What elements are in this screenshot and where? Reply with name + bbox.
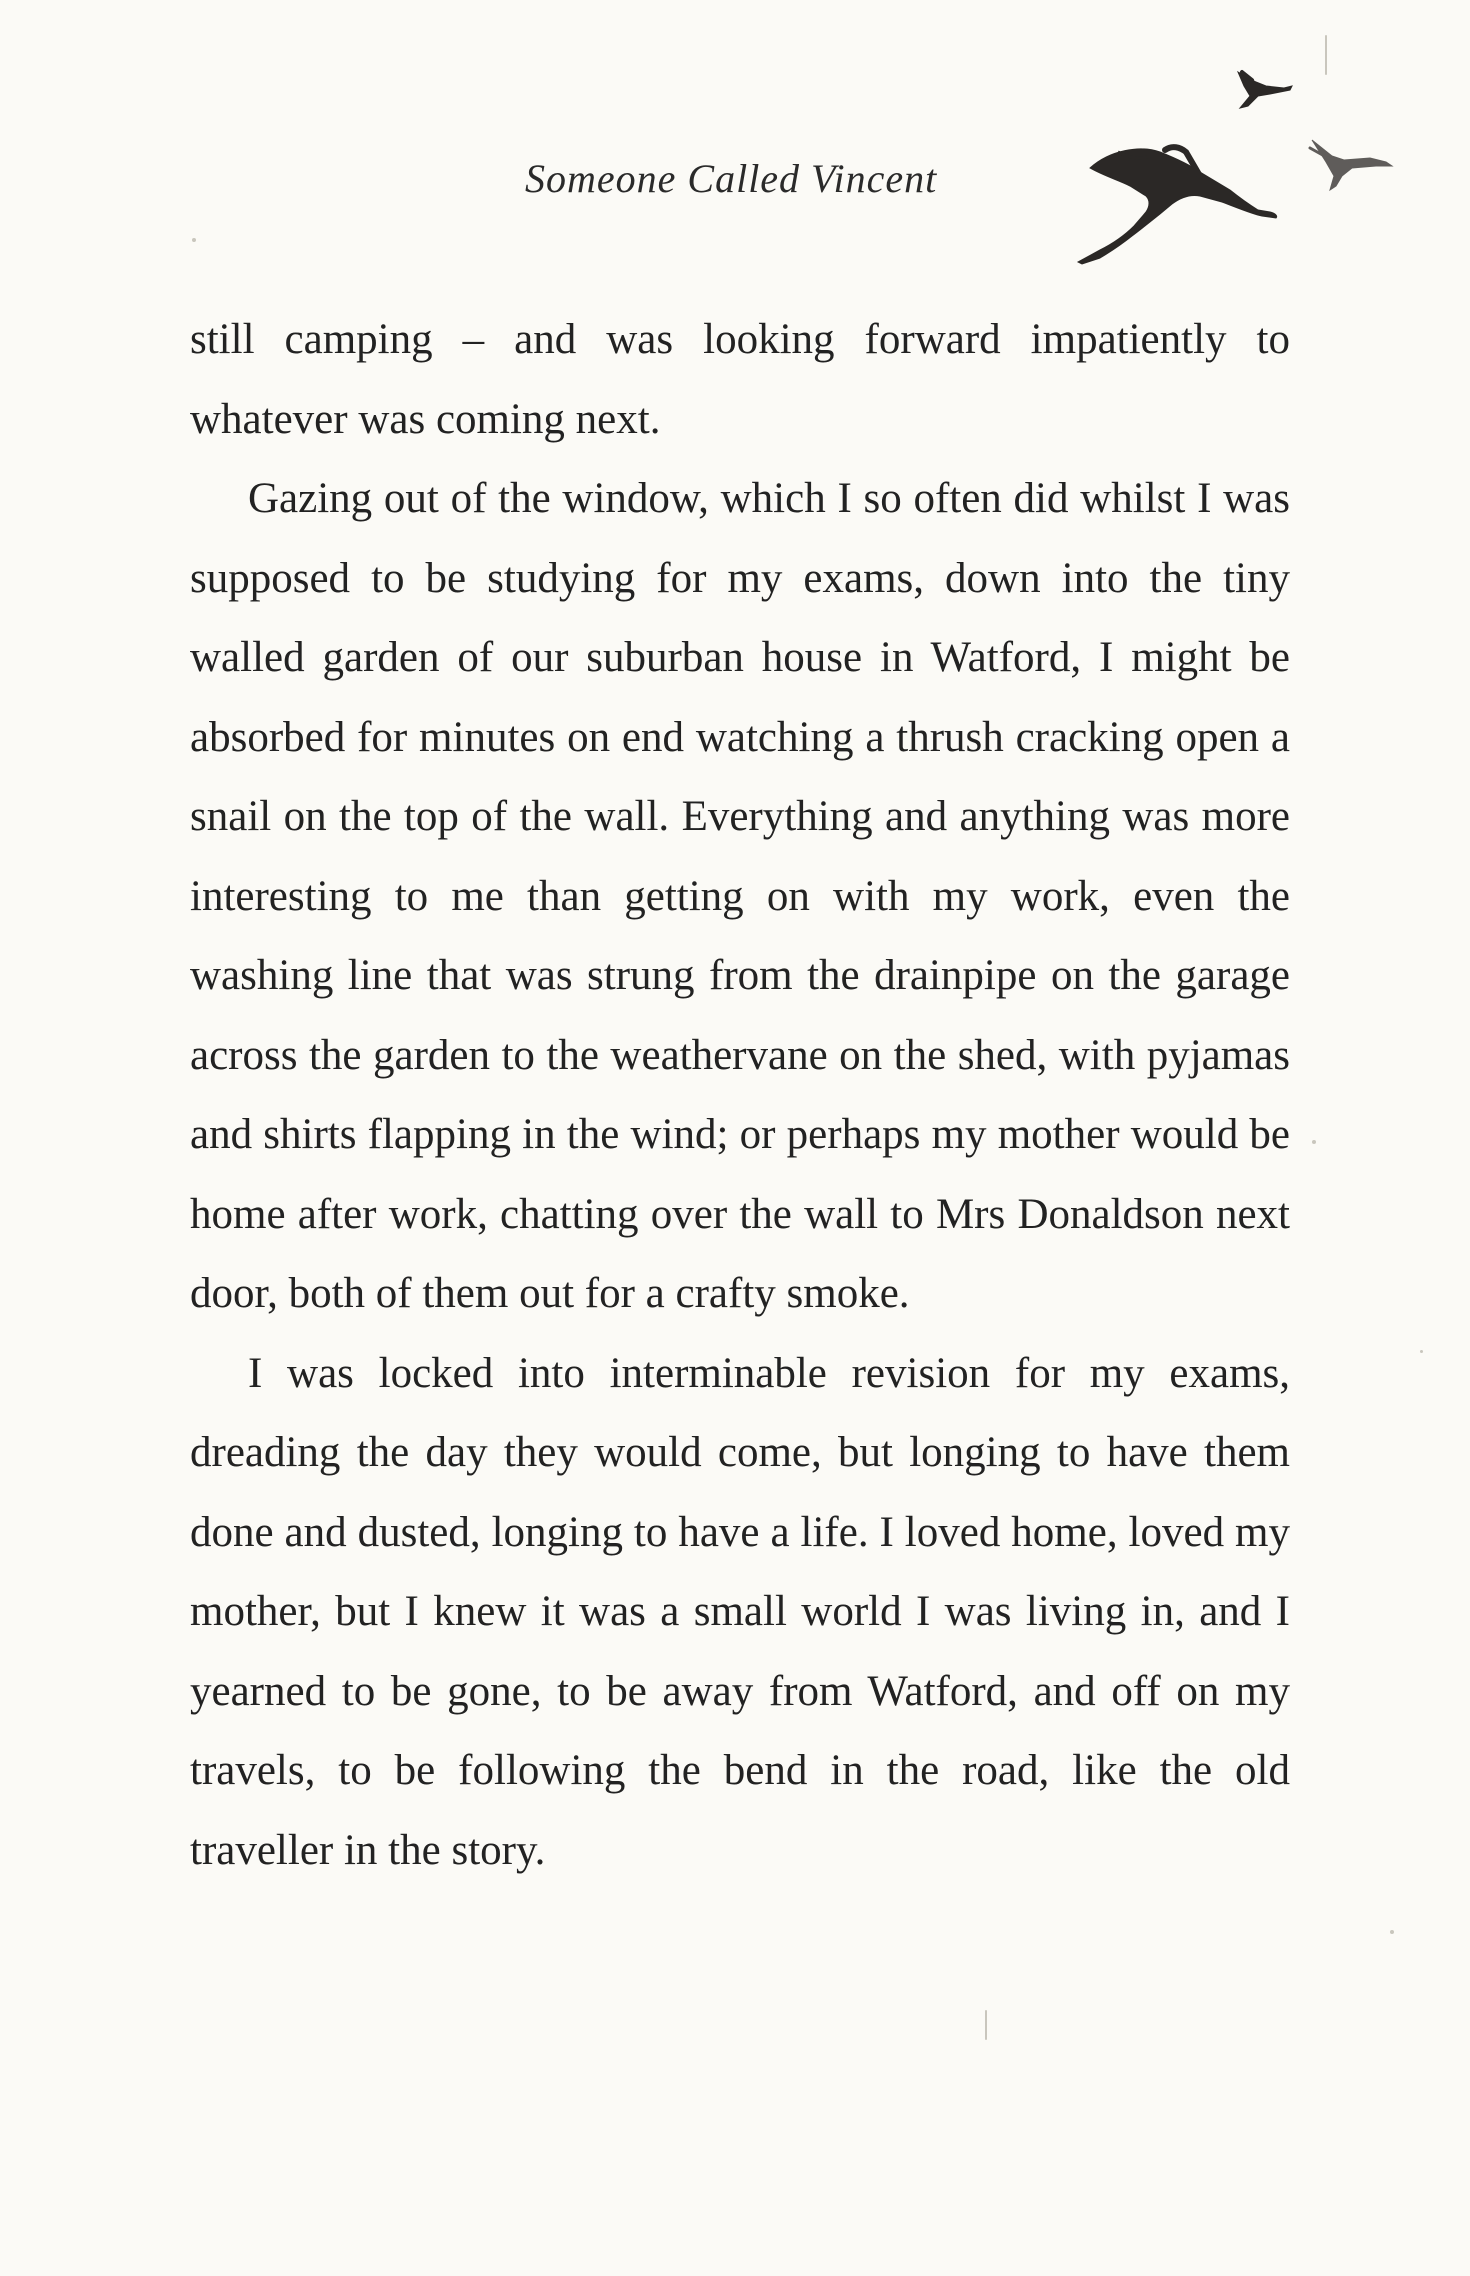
scan-fleck: [985, 2010, 987, 2040]
scan-fleck: [192, 238, 196, 242]
body-text: [190, 300, 1290, 1890]
paragraph: I was locked into interminable revision for my exams, dreading the day they would come, but longing to have them done and dusted, longing to have a life. I loved home, loved my mother, but I knew it was a small world I was living in, and I yearned to be gone, to be away from Watford, and off on my travels, to be following the bend in the road, like the old traveller in the story.: [190, 1349, 1290, 1874]
scan-fleck: [1325, 35, 1327, 75]
flying-flamingos-decoration: [0, 0, 1470, 300]
paragraph: still camping – and was looking forward impatiently to whatever was coming next.: [190, 316, 1290, 443]
flamingo-small-icon: [1238, 72, 1292, 108]
scan-fleck: [1390, 1930, 1394, 1934]
scan-fleck: [1420, 1350, 1423, 1353]
paragraph: Gazing out of the window, which I so often did whilst I was supposed to be studying for my exams, down into the tiny walled garden of our suburban house in Watford, I might be absorbed for minutes on end watching a thrush cracking open a snail on the top of the wall. Everything and anything was more interesting to me than getting on with my work, even the washing line that was strung from the drainpipe on the garage across the garden to the weathervane on the shed, with pyjamas and shirts flapping in the wind; or perhaps my mother would be home after work, chatting over the wall to Mrs Donaldson next door, both of them out for a crafty smoke.: [190, 475, 1290, 1317]
running-head: Someone Called Vincent: [525, 156, 938, 201]
scan-fleck: [1312, 1140, 1316, 1144]
